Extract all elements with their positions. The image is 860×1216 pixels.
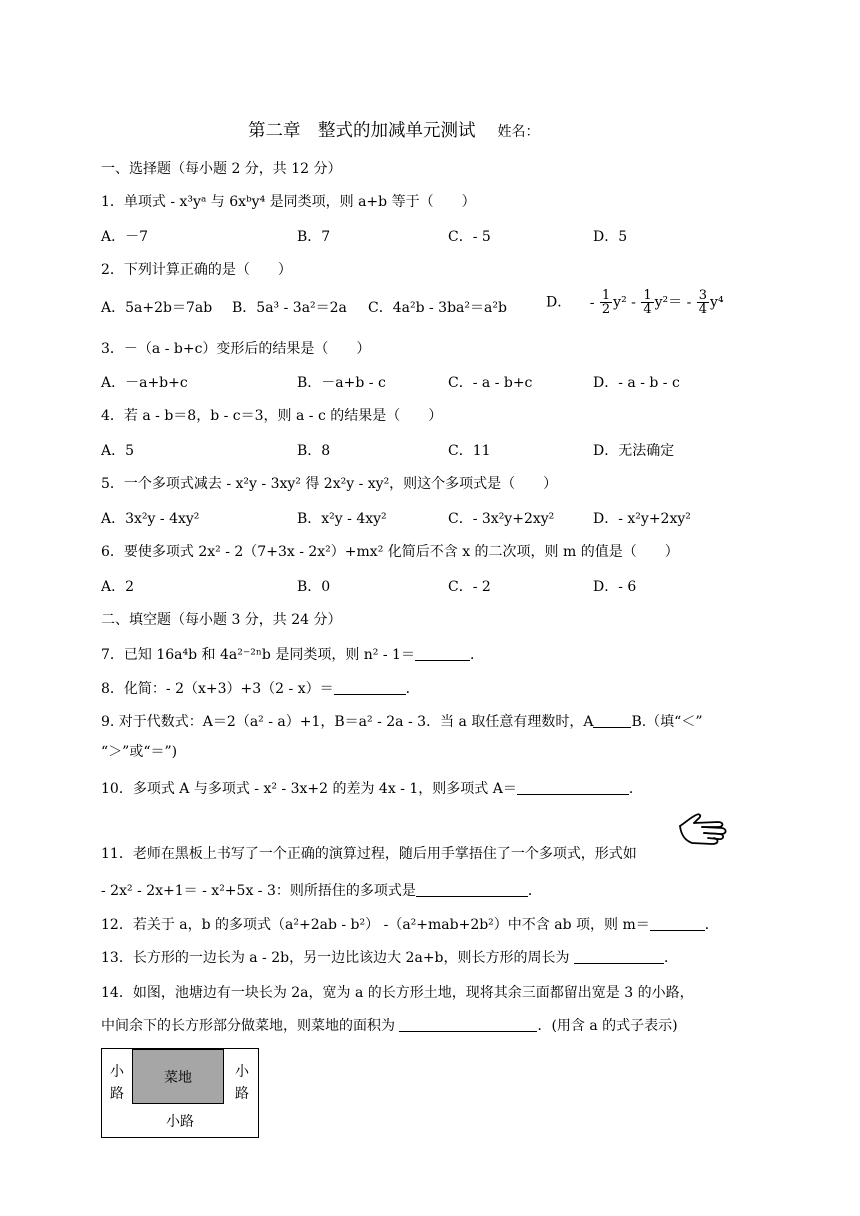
q14-answer-blank[interactable] (399, 1017, 537, 1032)
frac-num: 1 (601, 288, 611, 303)
q11-answer-blank[interactable] (416, 882, 528, 897)
q11-text: - 2x² - 2x+1＝ - x²+5x - 3：则所捂住的多项式是 (101, 883, 416, 899)
q3-option-b: B．－a+b - c (297, 375, 386, 391)
q8-text: 8．化简：- 2（x+3）+3（2 - x）＝ (101, 681, 334, 697)
q11-end: ． (527, 883, 542, 899)
section-heading-choice: 一、选择题（每小题 2 分，共 12 分） (101, 161, 342, 177)
q2-d-neg2: - (631, 294, 636, 311)
q9-answer-blank[interactable] (593, 713, 631, 728)
frac-den: 4 (698, 302, 708, 317)
q1-option-d: D．5 (593, 229, 628, 245)
q8-end: ． (405, 681, 420, 697)
q13-end: ． (663, 950, 678, 966)
q5-option-a: A．3x²y - 4xy² (101, 511, 200, 527)
q10-text: 10．多项式 A 与多项式 - x² - 3x+2 的差为 4x - 1，则多项式 A＝ (101, 781, 517, 797)
q2-option-d-prefix: D． (546, 294, 572, 311)
hand-icon (678, 810, 728, 852)
question-11-line2 (101, 880, 542, 900)
question-8 (101, 678, 420, 698)
q9-text-after: B.（填“＜” (631, 714, 703, 730)
q2-option-d (546, 289, 724, 316)
q2-option-b: B．5a³ - 3a²＝2a (232, 300, 347, 316)
q13-answer-blank[interactable] (574, 949, 664, 964)
fraction-3-4 (697, 289, 709, 316)
q4-option-b: B．8 (297, 443, 331, 459)
q2-d-term2: y²＝ - (654, 294, 692, 311)
q12-answer-blank[interactable] (650, 916, 705, 931)
question-9-line1 (101, 711, 703, 731)
q5-option-b: B．x²y - 4xy² (297, 511, 387, 527)
question-10 (101, 778, 643, 798)
question-13 (101, 947, 678, 967)
q12-text: 12．若关于 a，b 的多项式（a²+2ab - b²） -（a²+mab+2b²）中不含 ab 项，则 m＝ (101, 917, 650, 933)
question-12 (101, 914, 719, 934)
question-9-line2: “＞”或“＝”) (101, 744, 178, 760)
page-title (248, 117, 540, 142)
q9-text: 9. 对于代数式：A＝2（a² - a）+1，B＝a² - 2a - 3．当 a 取任意有理数时，A (101, 714, 594, 730)
q10-answer-blank[interactable] (517, 780, 629, 795)
q2-option-a: A．5a+2b＝7ab (101, 300, 213, 316)
q3-option-c: C．- a - b+c (448, 375, 533, 391)
left-path-label (110, 1061, 124, 1105)
q6-option-c: C．- 2 (448, 579, 491, 595)
question-1-stem: 1．单项式 - x³yᵃ 与 6xᵇy⁴ 是同类项，则 a+b 等于（ ） (101, 194, 476, 210)
q7-text: 7．已知 16a⁴b 和 4a²⁻²ⁿb 是同类项，则 n² - 1＝ (101, 647, 415, 663)
field-diagram (101, 1048, 259, 1138)
right-path-char: 小 路 (235, 1064, 249, 1102)
q14-end: ．(用含 a 的式子表示) (537, 1018, 678, 1034)
fraction-1-2 (600, 289, 612, 316)
question-6-stem: 6．要使多项式 2x² - 2（7+3x - 2x²）+mx² 化简后不含 x 的二次项，则 m 的值是（ ） (101, 544, 679, 560)
question-5-stem: 5．一个多项式减去 - x²y - 3xy² 得 2x²y - xy²，则这个多项式是（ ） (101, 476, 558, 492)
q4-option-a: A．5 (101, 443, 135, 459)
question-14-line1: 14．如图，池塘边有一块长为 2a，宽为 a 的长方形土地，现将其余三面都留出宽是 3 的小路， (101, 985, 694, 1001)
question-2-stem: 2．下列计算正确的是（ ） (101, 262, 292, 278)
question-11-line1: 11．老师在黑板上书写了一个正确的演算过程，随后用手掌捂住了一个多项式，形式如 (101, 846, 637, 862)
section-heading-fill: 二、填空题（每小题 3 分，共 24 分） (101, 612, 342, 628)
right-path-label (235, 1061, 249, 1105)
question-4-stem: 4．若 a - b＝8，b - c＝3，则 a - c 的结果是（ ） (101, 408, 443, 424)
q2-d-term3: y⁴ (710, 294, 724, 311)
frac-den: 4 (643, 302, 652, 317)
q1-option-a: A．－7 (101, 229, 149, 245)
q8-answer-blank[interactable] (334, 680, 406, 695)
q7-end: ． (469, 647, 484, 663)
title-main: 第二章 整式的加减单元测试 (248, 121, 476, 141)
q1-option-b: B．7 (297, 229, 331, 245)
frac-num: 3 (698, 288, 708, 303)
q14-text: 中间余下的长方形部分做菜地，则菜地的面积为 (101, 1018, 400, 1034)
q3-option-a: A．－a+b+c (101, 375, 188, 391)
q13-text: 13．长方形的一边长为 a - 2b，另一边比该边大 2a+b，则长方形的周长为 (101, 950, 574, 966)
vegetable-field: 菜地 (132, 1049, 224, 1104)
q2-option-c: C．4a²b - 3ba²＝a²b (368, 300, 507, 316)
q5-option-d: D．- x²y+2xy² (593, 511, 691, 527)
q2-d-neg1: - (589, 294, 595, 311)
q10-end: ． (628, 781, 643, 797)
fraction-1-4 (641, 289, 653, 316)
frac-den: 2 (601, 302, 611, 317)
q4-option-d: D．无法确定 (593, 443, 675, 459)
q2-d-term1: y² (613, 294, 627, 311)
q6-option-b: B．0 (297, 579, 331, 595)
bottom-path-label: 小路 (166, 1114, 194, 1130)
q6-option-d: D．- 6 (593, 579, 637, 595)
name-label: 姓名： (497, 124, 540, 140)
q7-answer-blank[interactable] (415, 646, 470, 661)
q1-option-c: C．- 5 (448, 229, 491, 245)
question-3-stem: 3．－（a - b+c）变形后的结果是（ ） (101, 341, 371, 357)
frac-num: 1 (643, 288, 652, 303)
q4-option-c: C．11 (448, 443, 491, 459)
q6-option-a: A．2 (101, 579, 135, 595)
q5-option-c: C．- 3x²y+2xy² (448, 511, 555, 527)
question-7 (101, 644, 484, 664)
q12-end: ． (704, 917, 719, 933)
question-14-line2 (101, 1015, 678, 1035)
left-path-char: 小 路 (110, 1064, 124, 1102)
q3-option-d: D．- a - b - c (593, 375, 680, 391)
